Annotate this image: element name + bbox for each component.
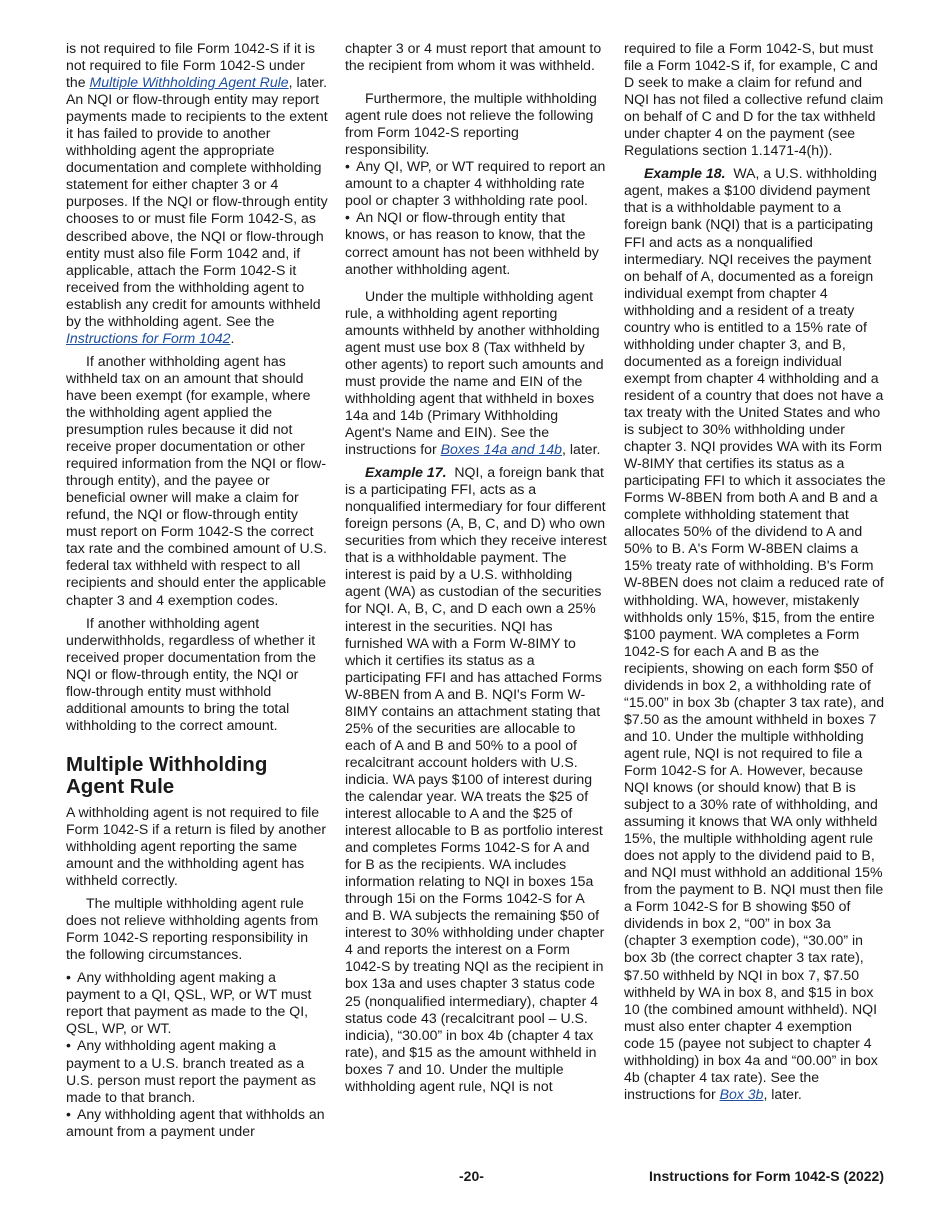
multiple-withholding-agent-rule-link[interactable]: Multiple Withholding Agent Rule	[89, 74, 289, 91]
column-middle	[345, 40, 607, 1101]
list-item: • Any QI, WP, or WT required to report an amount to a chapter 4 withholding rate pool or chapter 3 withholding rate pool.	[345, 158, 606, 209]
paragraph: required to file a Form 1042-S, but must file a Form 1042-S if, for example, C and D seek to make a claim for refund and NQI has not filed a collective refund claim on behalf of C and D for the tax withheld under chapter 4 on the payment (see Regulations section 1.1471-4(h)).	[624, 40, 884, 159]
page-number: -20-	[459, 1168, 484, 1184]
list-item: • Any withholding agent that withholds an amount from a payment under	[66, 1105, 325, 1139]
paragraph: If another withholding agent underwithholds, regardless of whether it received proper documentation from the NQI or flow-through entity, the NQI or flow-through entity must withhold additional amounts to bring the total withholding to the correct amount.	[66, 614, 316, 733]
bullet-icon: •	[66, 1037, 71, 1054]
example-18: Example 18. WA, a U.S. withholding agent, makes a $100 dividend payment that is a withholdable payment to a foreign bank (NQI) that is a participating FFI and acts as a nonqualified intermediary. NQI receives the payment on behalf of A, documented as a foreign individual exempt from chapter 4 withholding and a resident of a treaty country who is entitled to a 15% rate of withholding under chapter 3, and B, documented as a foreign individual exempt from chapter 4 withholding and a resident of a country that does not have a tax treaty with the United States and who is subject to 30% withholding under chapter 3. NQI provides WA with its Form W-8IMY that certifies its status as a participating FFI to which it associates the Forms W-8BEN from both A and B and a complete withholding statement that allocates 50% of the dividend to A and 50% to B. A's Form W-8BEN claims a 15% treaty rate of withholding. B's Form W-8BEN does not claim a reduced rate of withholding. WA, however, mistakenly withholds only 15%, $15, from the entire $100 payment. WA completes a Form 1042-S for each A and B as the recipients, showing on each form $50 of dividends in box 2, a withholding rate of “15.00” in box 3b (chapter 3 tax rate), and $7.50 as the amount withheld in boxes 7 and 10. Under the multiple withholding agent rule, NQI is not required to file a Form 1042-S for A. However, because NQI knows (or should know) that B is subject to a 30% rate of withholding, and assuming it knows that WA only withheld 15%, the multiple withholding agent rule does not apply to the dividend paid to B, and NQI must withhold an additional 15% from the payment to B. NQI must then file a Form 1042-S for B showing $50 of dividends in box 2, “00” in box 3a (chapter 3 exemption code), “30.00” in box 3b (the correct chapter 3 tax rate), $7.50 withheld by NQI in box 7, $7.50 withheld by WA in box 8, and $15 in box 10 (the combined amount withheld). NQI must also enter chapter 4 exemption code 15 (payee not subject to chapter 4 withholding) in box 4a and “00.00” in box 4b (chapter 4 tax rate). See the instructions for Box 3b, later.	[624, 165, 886, 1102]
example-17: Example 17. NQI, a foreign bank that is a participating FFI, acts as a nonqualified intermediary for four different foreign persons (A, B, C, and D) who own securities from which they receive interest that is a withholdable payment. The interest is paid by a U.S. withholding agent (WA) as custodian of the securities for NQI. A, B, C, and D each own a 25% interest in the securities. NQI has furnished WA with a Form W-8IMY to which it certifies its status as a participating FFI and has attached Forms W-8BEN from A and B. NQI's Form W-8IMY contains an attachment stating that 25% of the securities are allocable to each of A and B and 50% to a pool of recalcitrant account holders with U.S. indicia. WA pays $100 of interest during the calendar year. WA treats the $25 of interest allocable to A and the $25 of interest allocable to B as portfolio interest and completes Forms 1042-S for A and for B as the recipients. WA includes information relating to NQI in boxes 15a through 15i on the Forms 1042-S for A and B. WA subjects the remaining $50 of interest to 30% withholding under chapter 4 and reports the interest on a Form 1042-S by treating NQI as the recipient in box 13a and uses chapter 3 status code 25 (nonqualified intermediary), chapter 4 status code 43 (recalcitrant pool – U.S. indicia), “30.00” in box 4b (chapter 4 tax rate), and $15 as the amount withheld in boxes 7 and 10. Under the multiple withholding agent rule, NQI is not	[345, 464, 607, 1094]
bullet-icon: •	[66, 1105, 71, 1122]
column-left	[66, 40, 328, 1140]
paragraph: chapter 3 or 4 must report that amount to the recipient from whom it was withheld.	[345, 40, 602, 74]
page-footer	[0, 1168, 950, 1188]
list-item: • Any withholding agent making a payment to a U.S. branch treated as a U.S. person must report the payment as made to that branch.	[66, 1037, 316, 1105]
box-3b-link[interactable]: Box 3b	[719, 1085, 764, 1102]
paragraph: Under the multiple withholding agent rule, a withholding agent reporting amounts withheld by another withholding agent must use box 8 (Tax withheld by other agents) to report such amounts and must provide the name and EIN of the withholding agent that withheld in boxes 14a and 14b (Primary Withholding Agent's Name and EIN). See the instructions for Boxes 14a and 14b, later.	[345, 287, 604, 458]
bullet-icon: •	[345, 158, 350, 175]
example-label: Example 17.	[365, 464, 447, 481]
paragraph: The multiple withholding agent rule does not relieve withholding agents from Form 1042-S reporting responsibility in the following circumstances.	[66, 895, 319, 963]
document-title: Instructions for Form 1042-S (2022)	[649, 1168, 884, 1184]
paragraph: is not required to file Form 1042-S if it is not required to file Form 1042-S under the Multiple Withholding Agent Rule, later. An NQI or flow-through entity may report payments made to recipients to the extent it has failed to provide to another withholding agent the appropriate documentation and complete withholding statement for either chapter 3 or 4 purposes. If the NQI or flow-through entity chooses to or must file Form 1042-S, as described above, the NQI or flow-through entity must also file Form 1042 and, if applicable, attach the Form 1042-S it received from the withholding agent to establish any credit for amounts withheld by the withholding agent. See the Instructions for Form 1042.	[66, 40, 328, 346]
instructions-form-1042-link[interactable]: Instructions for Form 1042	[66, 329, 231, 346]
section-heading: Multiple Withholding Agent Rule	[66, 752, 268, 798]
column-right	[624, 40, 886, 1109]
bullet-icon: •	[66, 969, 71, 986]
bullet-list	[345, 158, 607, 277]
bullet-icon: •	[345, 209, 350, 226]
list-item: • Any withholding agent making a payment to a QI, QSL, WP, or WT must report that payment as made to the QI, QSL, WP, or WT.	[66, 969, 312, 1037]
paragraph: A withholding agent is not required to file Form 1042-S if a return is filed by another withholding agent reporting the same amount and the withholding agent has withheld correctly.	[66, 803, 327, 889]
paragraph: Furthermore, the multiple withholding agent rule does not relieve the following from Form 1042-S reporting responsibility.	[345, 90, 597, 158]
boxes-14a-14b-link[interactable]: Boxes 14a and 14b	[440, 441, 563, 458]
example-label: Example 18.	[644, 165, 726, 182]
paragraph: If another withholding agent has withheld tax on an amount that should have been exempt (for example, where the withholding agent applied the presumption rules because it did not receive proper documentation or other required information from the NQI or flow-through entity), and the payee or beneficial owner will make a claim for refund, the NQI or flow-through entity must report on Form 1042-S the correct tax rate and the combined amount of U.S. federal tax withheld with respect to all recipients and should enter the applicable chapter 3 and 4 exemption codes.	[66, 352, 327, 608]
list-item: • An NQI or flow-through entity that knows, or has reason to know, that the correct amount has not been withheld by another withholding agent.	[345, 209, 599, 277]
bullet-list	[66, 969, 328, 1139]
